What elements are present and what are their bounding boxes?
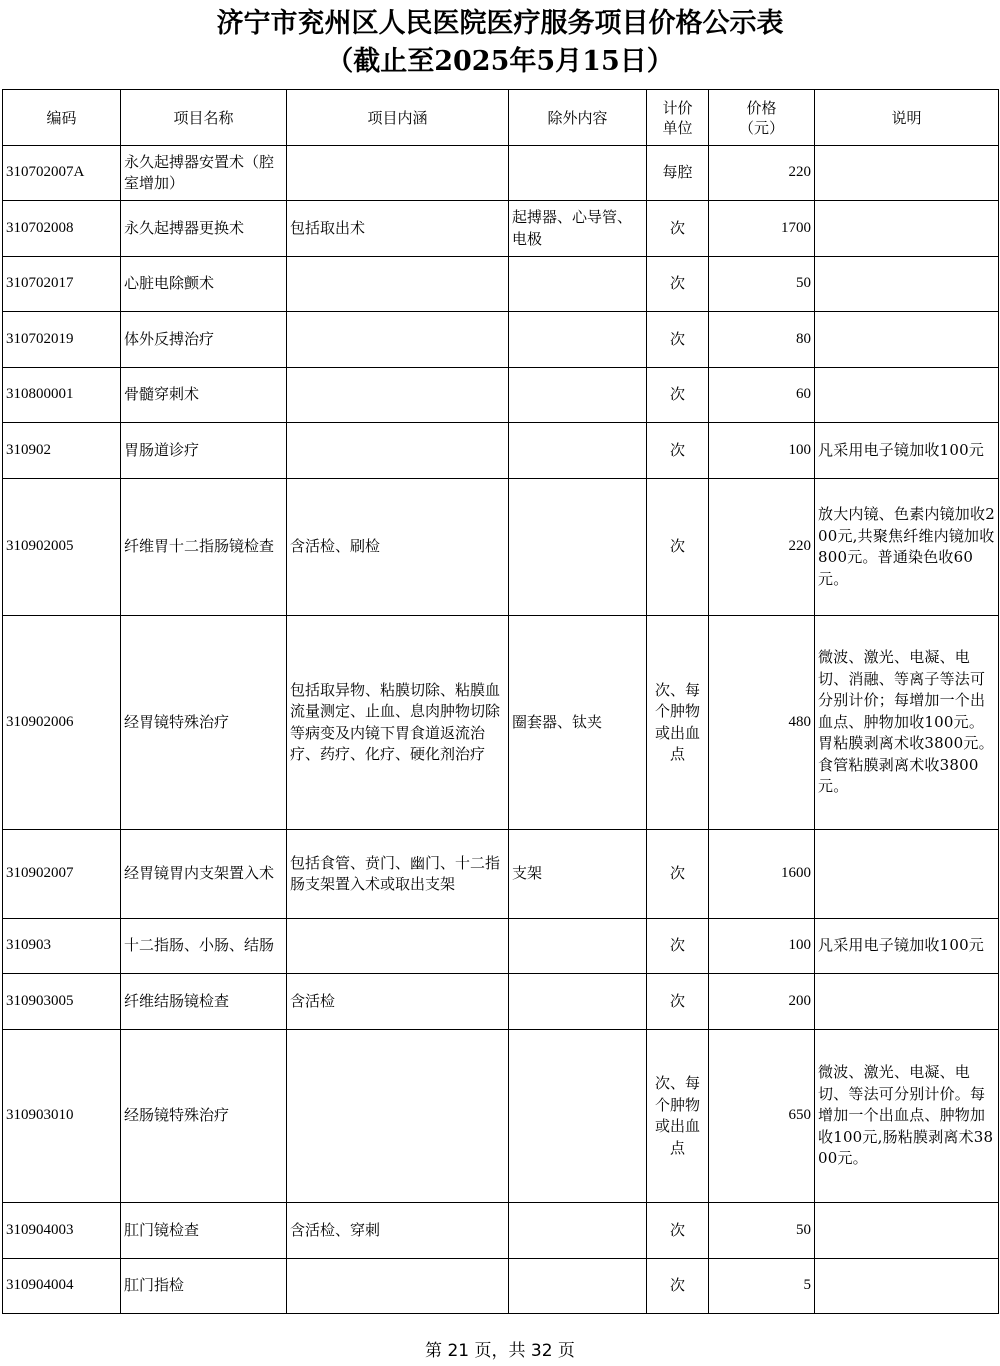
header-exclusion: 除外内容 bbox=[509, 90, 647, 146]
cell-unit: 次、每个肿物或出血点 bbox=[647, 1030, 709, 1203]
cell-note bbox=[815, 1259, 999, 1314]
cell-note bbox=[815, 312, 999, 368]
cell-note bbox=[815, 368, 999, 423]
page-title: 济宁市兖州区人民医院医疗服务项目价格公示表 bbox=[216, 8, 784, 39]
cell-note: 凡采用电子镜加收100元 bbox=[815, 423, 999, 479]
table-row bbox=[3, 479, 999, 616]
cell-content: 包括取异物、粘膜切除、粘膜血流量测定、止血、息肉肿物切除等病变及内镜下胃食道返流治疗、药疗、化疗、硬化剂治疗 bbox=[287, 616, 509, 830]
page-number-footer: 第 21 页，共 32 页 bbox=[425, 1341, 575, 1361]
cell-unit: 次 bbox=[647, 919, 709, 974]
cell-name: 肛门指检 bbox=[121, 1259, 287, 1314]
cell-note bbox=[815, 257, 999, 312]
cell-content bbox=[287, 1259, 509, 1314]
note-line: 食管粘膜剥离术收3800元。 bbox=[818, 755, 979, 796]
cell-note bbox=[815, 830, 999, 919]
cell-price: 200 bbox=[709, 974, 815, 1030]
cell-unit: 次 bbox=[647, 830, 709, 919]
cell-exclusion: 圈套器、钛夹 bbox=[509, 616, 647, 830]
cell-content: 包括取出术 bbox=[287, 201, 509, 257]
cell-code: 310902005 bbox=[3, 479, 121, 616]
cell-code: 310702008 bbox=[3, 201, 121, 257]
page-subtitle-date: （截止至2025年5月15日） bbox=[326, 46, 674, 77]
cell-unit: 次、每个肿物或出血点 bbox=[647, 616, 709, 830]
cell-code: 310904004 bbox=[3, 1259, 121, 1314]
cell-exclusion: 支架 bbox=[509, 830, 647, 919]
cell-code: 310904003 bbox=[3, 1203, 121, 1259]
table-row bbox=[3, 312, 999, 368]
header-row bbox=[3, 90, 999, 146]
cell-name: 经肠镜特殊治疗 bbox=[121, 1030, 287, 1203]
cell-note: 放大内镜、色素内镜加收200元,共聚焦纤维内镜加收800元。普通染色收60元。 bbox=[815, 479, 999, 616]
table-row bbox=[3, 616, 999, 830]
cell-exclusion bbox=[509, 312, 647, 368]
cell-code: 310902 bbox=[3, 423, 121, 479]
cell-price: 220 bbox=[709, 479, 815, 616]
cell-note bbox=[815, 1203, 999, 1259]
cell-exclusion bbox=[509, 919, 647, 974]
cell-content: 含活检、穿刺 bbox=[287, 1203, 509, 1259]
cell-code: 310903 bbox=[3, 919, 121, 974]
cell-unit: 每腔 bbox=[647, 146, 709, 201]
cell-price: 80 bbox=[709, 312, 815, 368]
cell-note bbox=[815, 201, 999, 257]
cell-price: 50 bbox=[709, 257, 815, 312]
cell-price: 100 bbox=[709, 423, 815, 479]
table-row bbox=[3, 423, 999, 479]
cell-name: 胃肠道诊疗 bbox=[121, 423, 287, 479]
cell-note bbox=[815, 616, 999, 830]
cell-exclusion bbox=[509, 423, 647, 479]
cell-price: 1600 bbox=[709, 830, 815, 919]
header-name: 项目名称 bbox=[121, 90, 287, 146]
cell-code: 310903010 bbox=[3, 1030, 121, 1203]
cell-name: 经胃镜胃内支架置入术 bbox=[121, 830, 287, 919]
cell-content bbox=[287, 1030, 509, 1203]
cell-price: 650 bbox=[709, 1030, 815, 1203]
cell-price: 5 bbox=[709, 1259, 815, 1314]
cell-code: 310902007 bbox=[3, 830, 121, 919]
cell-name: 永久起搏器安置术（腔室增加） bbox=[121, 146, 287, 201]
header-content: 项目内涵 bbox=[287, 90, 509, 146]
cell-exclusion bbox=[509, 257, 647, 312]
header-code: 编码 bbox=[3, 90, 121, 146]
cell-unit: 次 bbox=[647, 1203, 709, 1259]
cell-name: 心脏电除颤术 bbox=[121, 257, 287, 312]
cell-exclusion bbox=[509, 146, 647, 201]
table-row bbox=[3, 830, 999, 919]
cell-code: 310702019 bbox=[3, 312, 121, 368]
note-line: 微波、激光、电凝、电切、消融、等离子等法可分别计价；每增加一个出血点、肿物加收100元。 bbox=[818, 648, 986, 731]
cell-content: 含活检 bbox=[287, 974, 509, 1030]
cell-content bbox=[287, 146, 509, 201]
cell-price: 480 bbox=[709, 616, 815, 830]
cell-note: 凡采用电子镜加收100元 bbox=[815, 919, 999, 974]
cell-exclusion bbox=[509, 368, 647, 423]
cell-content bbox=[287, 423, 509, 479]
note-line: 胃粘膜剥离术收3800元。 bbox=[818, 734, 994, 753]
cell-code: 310702017 bbox=[3, 257, 121, 312]
cell-price: 1700 bbox=[709, 201, 815, 257]
cell-code: 310903005 bbox=[3, 974, 121, 1030]
cell-content bbox=[287, 919, 509, 974]
cell-exclusion bbox=[509, 479, 647, 616]
cell-content bbox=[287, 257, 509, 312]
cell-unit: 次 bbox=[647, 257, 709, 312]
table-row bbox=[3, 368, 999, 423]
cell-name: 纤维结肠镜检查 bbox=[121, 974, 287, 1030]
header-note: 说明 bbox=[815, 90, 999, 146]
cell-exclusion: 起搏器、心导管、电极 bbox=[509, 201, 647, 257]
table-row bbox=[3, 257, 999, 312]
cell-price: 220 bbox=[709, 146, 815, 201]
cell-name: 骨髓穿刺术 bbox=[121, 368, 287, 423]
header-unit: 计价单位 bbox=[647, 90, 709, 146]
cell-unit: 次 bbox=[647, 1259, 709, 1314]
price-table bbox=[2, 89, 999, 1314]
table-row bbox=[3, 201, 999, 257]
cell-exclusion bbox=[509, 1259, 647, 1314]
cell-price: 100 bbox=[709, 919, 815, 974]
table-row bbox=[3, 146, 999, 201]
cell-unit: 次 bbox=[647, 368, 709, 423]
cell-content: 含活检、刷检 bbox=[287, 479, 509, 616]
cell-content: 包括食管、贲门、幽门、十二指肠支架置入术或取出支架 bbox=[287, 830, 509, 919]
cell-name: 十二指肠、小肠、结肠 bbox=[121, 919, 287, 974]
table-row bbox=[3, 919, 999, 974]
cell-content bbox=[287, 312, 509, 368]
cell-code: 310800001 bbox=[3, 368, 121, 423]
table-row bbox=[3, 1203, 999, 1259]
table-row bbox=[3, 1259, 999, 1314]
cell-exclusion bbox=[509, 1203, 647, 1259]
cell-price: 50 bbox=[709, 1203, 815, 1259]
cell-price: 60 bbox=[709, 368, 815, 423]
cell-name: 纤维胃十二指肠镜检查 bbox=[121, 479, 287, 616]
cell-note bbox=[815, 146, 999, 201]
cell-content bbox=[287, 368, 509, 423]
cell-unit: 次 bbox=[647, 201, 709, 257]
cell-name: 经胃镜特殊治疗 bbox=[121, 616, 287, 830]
table-row bbox=[3, 974, 999, 1030]
cell-exclusion bbox=[509, 1030, 647, 1203]
cell-code: 310702007A bbox=[3, 146, 121, 201]
cell-name: 体外反搏治疗 bbox=[121, 312, 287, 368]
cell-name: 永久起搏器更换术 bbox=[121, 201, 287, 257]
cell-code: 310902006 bbox=[3, 616, 121, 830]
cell-note bbox=[815, 974, 999, 1030]
cell-unit: 次 bbox=[647, 974, 709, 1030]
cell-note: 微波、激光、电凝、电切、等法可分别计价。每增加一个出血点、肿物加收100元,肠粘膜剥离术3800元。 bbox=[815, 1030, 999, 1203]
header-price: 价格（元） bbox=[709, 90, 815, 146]
table-row bbox=[3, 1030, 999, 1203]
cell-name: 肛门镜检查 bbox=[121, 1203, 287, 1259]
cell-unit: 次 bbox=[647, 312, 709, 368]
cell-unit: 次 bbox=[647, 423, 709, 479]
cell-exclusion bbox=[509, 974, 647, 1030]
cell-unit: 次 bbox=[647, 479, 709, 616]
